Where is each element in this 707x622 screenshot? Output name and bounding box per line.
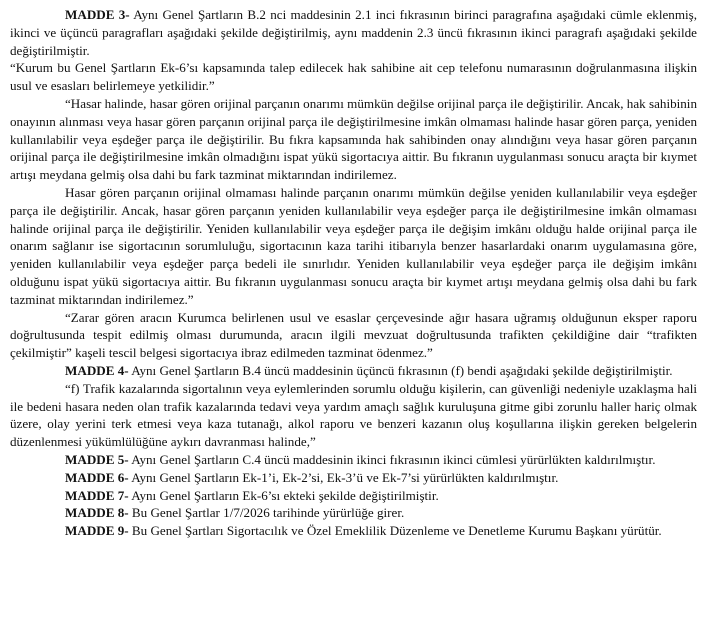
paragraph-text: Aynı Genel Şartların B.4 üncü maddesinin üçüncü fıkrasının (f) bendi aşağıdaki şekilde değiştirilmiştir. [128,362,673,378]
article-label: MADDE 7- [65,487,129,503]
text-paragraph [10,380,697,451]
paragraph-text: Aynı Genel Şartların C.4 üncü maddesinin ikinci fıkrasının ikinci cümlesi yürürlükten kaldırılmıştır. [128,451,656,467]
article-label: MADDE 6- [65,469,129,485]
paragraph-text: Aynı Genel Şartların B.2 nci maddesinin 2.1 inci fıkrasının birinci paragrafına aşağıdaki cümle eklenmiş, ikinci ve üçüncü paragrafları aşağıdaki şekilde değiştirilmiş, aynı maddenin 2.3 üncü fıkrasının ikinci paragrafı aşağıdaki şekilde değiştirilmiştir. [10,7,698,58]
paragraph-text: Bu Genel Şartlar 1/7/2026 tarihinde yürürlüğe girer. [128,505,405,521]
paragraph-text: “Zarar gören aracın Kurumca belirlenen usul ve esaslar çerçevesinde ağır hasara uğramış olduğunun eksper raporu doğrultusunda tespit edilmiş olması durumunda, aracın ilgili mevzuat doğrultusunda trafikten çekildiğine dair “trafikten çekilmiştir” kaşeli tescil belgesi sigortacıya ibraz edilmeden tazminat ödenmez.” [10,309,697,361]
article-label: MADDE 9- [65,523,129,539]
article-paragraph [10,451,697,469]
article-paragraph [10,469,697,487]
paragraph-text: Aynı Genel Şartların Ek-1’i, Ek-2’si, Ek-3’ü ve Ek-7’si yürürlükten kaldırılmıştır. [128,469,559,485]
paragraph-text: Hasar gören parçanın orijinal olmaması halinde parçanın onarımı mümkün değilse yeniden kullanılabilir veya eşdeğer parça ile değiştirilir. Ancak, hasar gören parçanın yeniden kullanılabilir veya eşdeğer parça ile değiştirilmesine imkân olmaması halinde orijinal parça ile değiştirilir. Yeniden kullanılabilir veya eşdeğer parça ile değişim imkânı olduğu halde orijinal parça ile onarım sağlanır ise sigortacının sorumluluğu, sigortacının kaza tarihi itibarıyla benzer hasarlardaki onarım uygulamasına göre, yeniden kullanılabilir veya eşdeğer parça bedeli ile sınırlıdır. Yeniden kullanılabilir veya eşdeğer parça ile değişim imkânı olduğunu ispat yükü sigortacıya aittir. Bu fıkranın uygulanması sonucu araçta bir kıymet artışı meydana gelmiş olsa dahi bu fark tazminat miktarından indirilemez.” [10,184,697,307]
article-paragraph [10,522,697,540]
article-label: MADDE 5- [65,451,129,467]
article-label: MADDE 8- [65,505,129,521]
text-paragraph [10,95,697,184]
paragraph-text: “Hasar halinde, hasar gören orijinal parçanın onarımı mümkün değilse orijinal parça ile değiştirilir. Ancak, hak sahibinin onayının alınması veya hasar gören parçanın orijinal parça ile değiştirilmesine imkân olmaması halinde hasar gören parça, yeniden kullanılabilir veya eşdeğer parça ile değiştirilir. Bu fıkra kapsamında hak sahibinden onay alındığını veya hasar gören parçanın orijinal parça ile değiştirilmesine imkân olmadığını ispat yükü sigortacıya aittir. Bu fıkranın uygulanması sonucu araçta bir kıymet artışı meydana gelmiş olsa dahi bu fark tazminat miktarından indirilemez. [10,95,697,183]
article-paragraph [10,487,697,505]
article-paragraph [10,6,697,59]
article-label: MADDE 4- [65,362,129,378]
article-paragraph [10,362,697,380]
paragraph-text: Bu Genel Şartları Sigortacılık ve Özel Emeklilik Düzenleme ve Denetleme Kurumu Başkanı yürütür. [128,523,662,539]
paragraph-text: “Kurum bu Genel Şartların Ek-6’sı kapsamında talep edilecek hak sahibine ait cep telefonu numarasının doğrulanmasına ilişkin usul ve esasları belirlemeye yetkilidir.” [10,60,697,94]
text-paragraph [10,309,697,362]
text-paragraph [10,59,697,95]
paragraph-text: Aynı Genel Şartların Ek-6’sı ekteki şekilde değiştirilmiştir. [128,487,439,503]
document-body [10,6,697,540]
text-paragraph [10,184,697,309]
article-paragraph [10,504,697,522]
article-label: MADDE 3- [65,7,130,22]
paragraph-text: “f) Trafik kazalarında sigortalının veya eylemlerinden sorumlu olduğu kişilerin, can güvenliği nedeniyle uzaklaşma hali ile bedeni hasara neden olan trafik kazalarında tedavi veya yardım amaçlı sağlık kuruluşuna gitme gibi zorunlu haller hariç olmak üzere, olay yerini terk etmesi veya kaza tutanağı, alkol raporu ve benzeri kazanın oluş koşullarına ilişkin gereken belgelerin düzenlenmesi yükümlülüğüne aykırı davranması halinde,” [10,380,697,450]
